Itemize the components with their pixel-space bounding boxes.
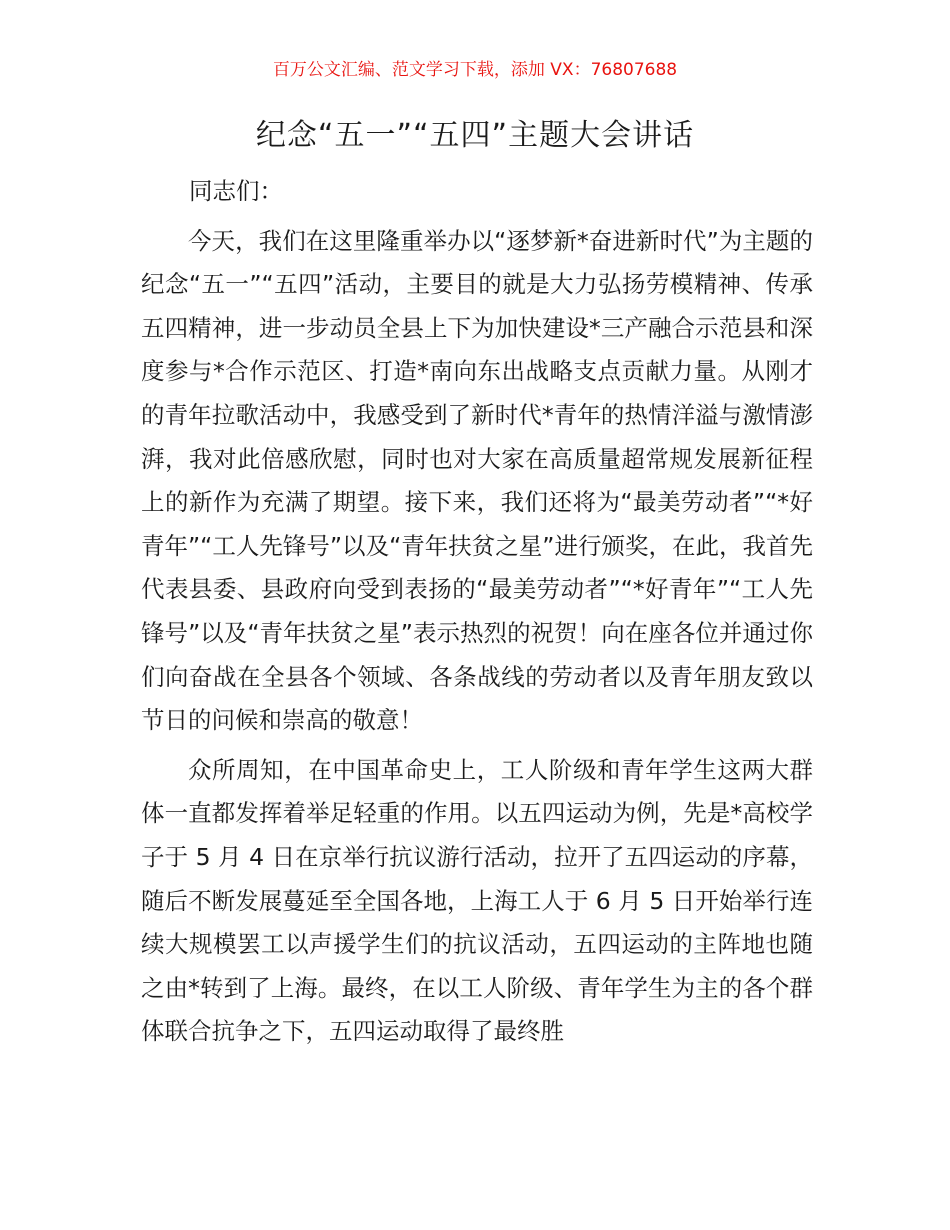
document-body xyxy=(141,170,813,1060)
header-note: 百万公文汇编、范文学习下载，添加 VX：76807688 xyxy=(272,60,678,80)
paragraph-2: 众所周知，在中国革命史上，工人阶级和青年学生这两大群体一直都发挥着举足轻重的作用。以五四运动为例，先是*高校学子于 5 月 4 日在京举行抗议游行活动，拉开了五四运动的序幕，随后不断发展蔓延至全国各地，上海工人于 6 月 5 日开始举行连续大规模罢工以声援学生们的抗议活动，五四运动的主阵地也随之由*转到了上海。最终，在以工人阶级、青年学生为主的各个群体联合抗争之下，五四运动取得了最终胜 xyxy=(141,755,813,1046)
paragraph-1: 今天，我们在这里隆重举办以“逐梦新*奋进新时代”为主题的纪念“五一”“五四”活动，主要目的就是大力弘扬劳模精神、传承五四精神，进一步动员全县上下为加快建设*三产融合示范县和深度参与*合作示范区、打造*南向东出战略支点贡献力量。从刚才的青年拉歌活动中，我感受到了新时代*青年的热情洋溢与激情澎湃，我对此倍感欣慰，同时也对大家在高质量超常规发展新征程上的新作为充满了期望。接下来，我们还将为“最美劳动者”“*好青年”“工人先锋号”以及“青年扶贫之星”进行颁奖，在此，我首先代表县委、县政府向受到表扬的“最美劳动者”“*好青年”“工人先锋号”以及“青年扶贫之星”表示热烈的祝贺！向在座各位并通过你们向奋战在全县各个领域、各条战线的劳动者以及青年朋友致以节日的问候和崇高的敬意！ xyxy=(141,226,813,735)
document-title: 纪念“五一”“五四”主题大会讲话 xyxy=(255,118,695,153)
salutation: 同志们： xyxy=(189,177,283,205)
